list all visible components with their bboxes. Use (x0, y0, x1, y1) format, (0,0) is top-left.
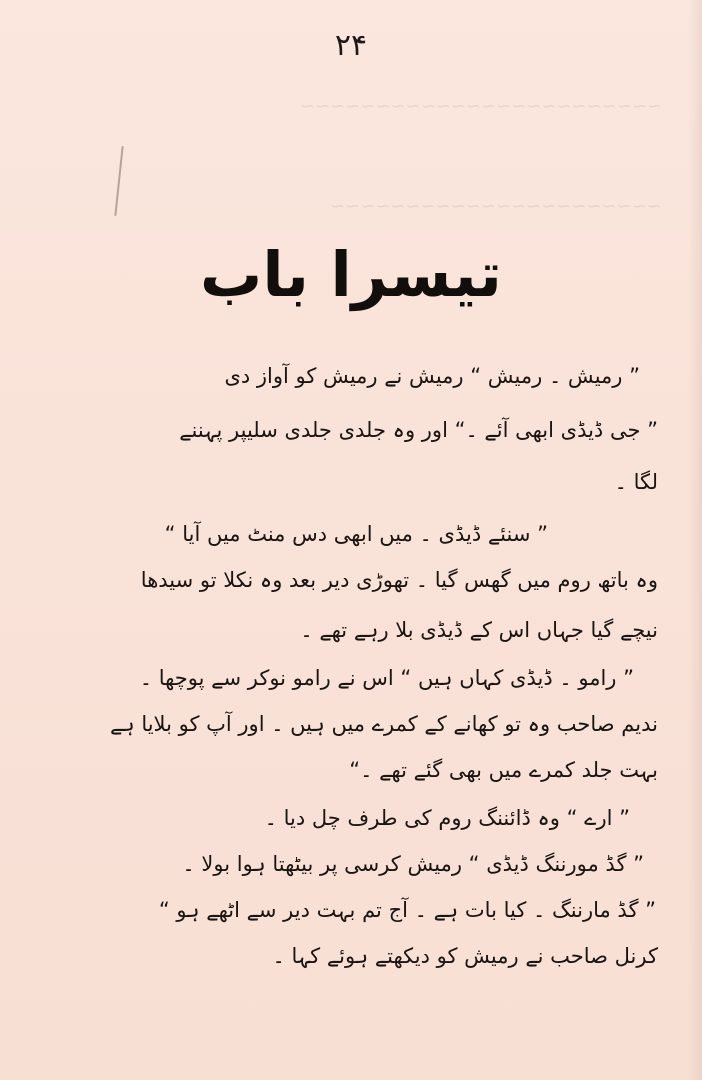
ink-mark (114, 146, 123, 216)
text-line: ” گڈ مارننگ ۔ کیا بات ہے ۔ آج تم بہت دیر سے اٹھے ہو “ (158, 898, 656, 922)
text-line: لگا ۔ (614, 470, 658, 494)
text-line: بہت جلد کمرے میں بھی گئے تھے ۔“ (349, 758, 658, 782)
text-line: وہ باتھ روم میں گھس گیا ۔ تھوڑی دیر بعد وہ نکلا تو سیدھا (140, 568, 658, 592)
page-edge-shadow (688, 0, 702, 1080)
text-line: ” جی ڈیڈی ابھی آئے ۔“ اور وہ جلدی جلدی سلیپر پہننے (179, 418, 658, 442)
bleed-through-text: ~~~~~~~~~~~~~~~~~~~~~~ (330, 196, 662, 217)
text-line: ” ارے “ وہ ڈائننگ روم کی طرف چل دیا ۔ (264, 806, 630, 830)
page-number: ۲۴ (334, 28, 368, 63)
text-line: ” گڈ مورننگ ڈیڈی “ رمیش کرسی پر بیٹھتا ہوا بولا ۔ (182, 852, 644, 876)
text-line: نیچے گیا جہاں اس کے ڈیڈی بلا رہے تھے ۔ (300, 618, 658, 642)
text-line: ” رامو ۔ ڈیڈی کہاں ہیں “ اس نے رامو نوکر سے پوچھا ۔ (139, 666, 634, 690)
text-line: ندیم صاحب وہ تو کھانے کے کمرے میں ہیں ۔ اور آپ کو بلایا ہے (110, 712, 658, 736)
text-line: کرنل صاحب نے رمیش کو دیکھتے ہوئے کہا ۔ (272, 944, 658, 968)
text-line: ” رمیش ۔ رمیش “ رمیش نے رمیش کو آواز دی (224, 364, 640, 388)
bleed-through-text: ~~~~~~~~~~~~~~~~~~~~~~~~ (300, 96, 662, 117)
text-line: ” سنئے ڈیڈی ۔ میں ابھی دس منٹ میں آیا “ (164, 522, 548, 546)
chapter-title: تیسرا باب (200, 238, 502, 311)
